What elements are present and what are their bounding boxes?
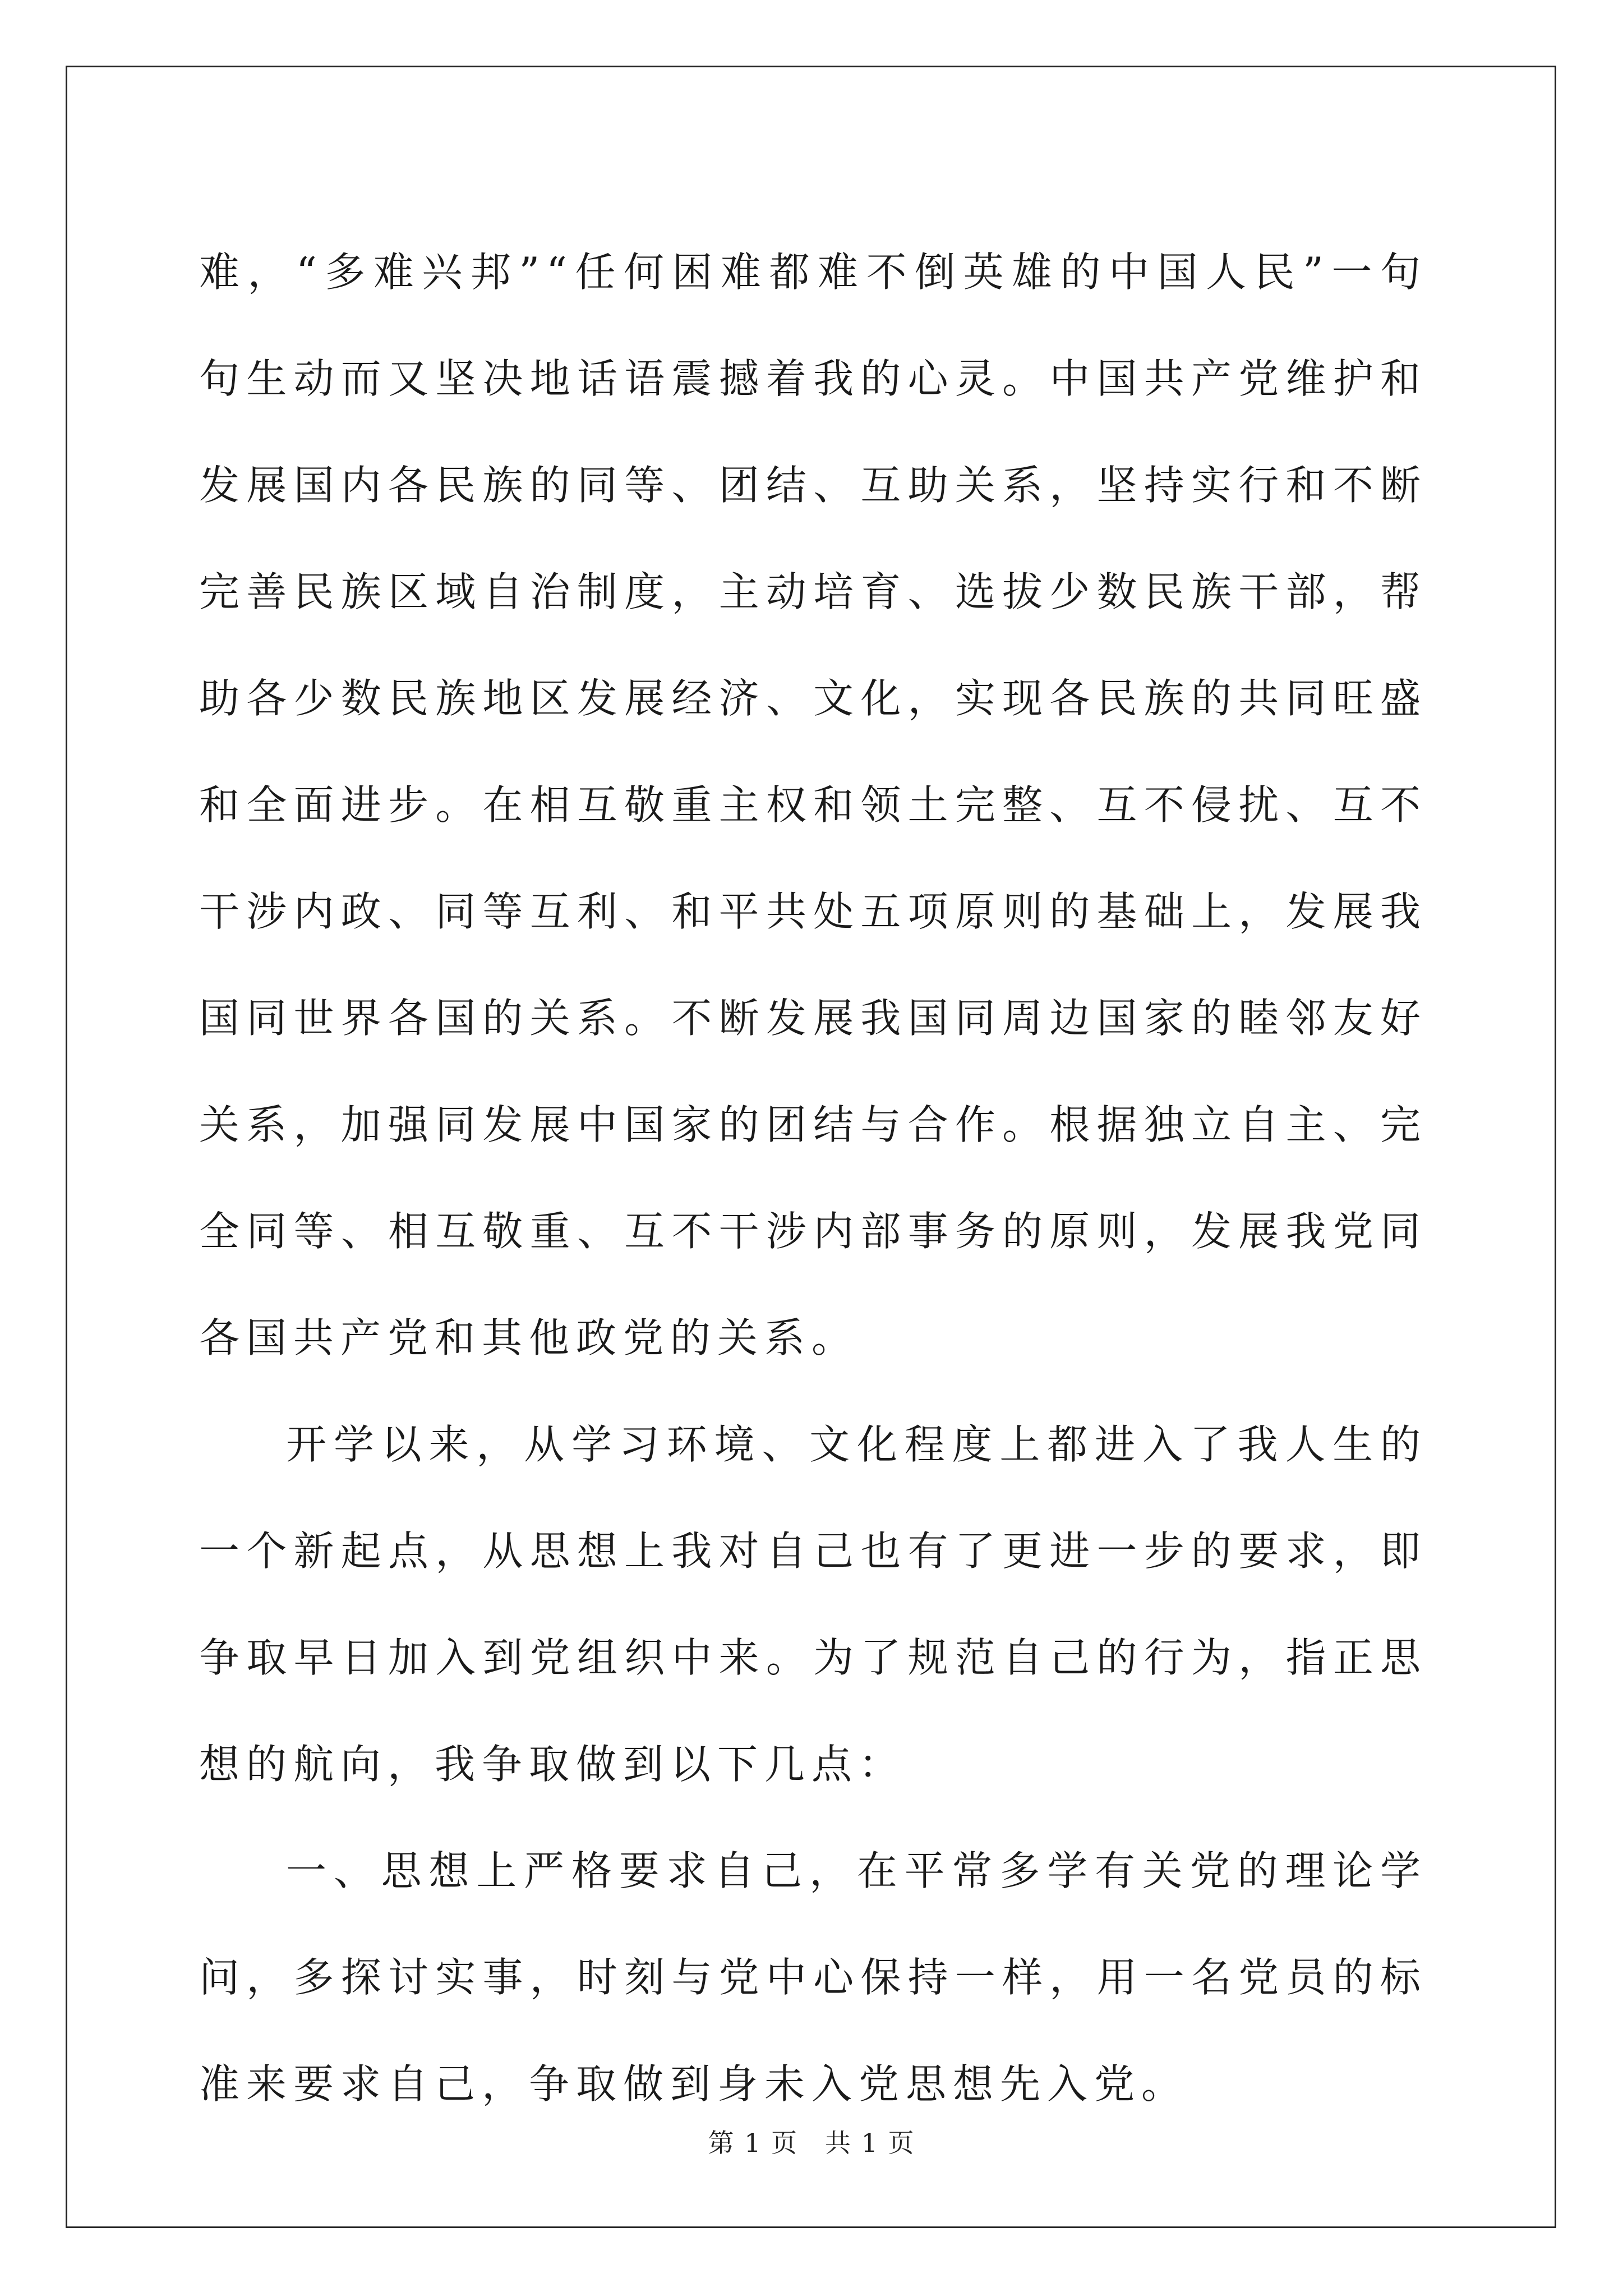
document-body bbox=[199, 219, 1427, 2137]
paragraph-point-one: 一、思想上严格要求自己，在平常多学有关党的理论学问，多探讨实事，时刻与党中心保持一样，用一名党员的标准来要求自己，争取做到身未入党思想先入党。 bbox=[199, 1847, 1427, 2108]
page-number-footer: 第 1 页 共 1 页 bbox=[708, 2128, 915, 2158]
paragraph-continuation: 难，“多难兴邦”“任何困难都难不倒英雄的中国人民”一句句生动而又坚决地话语震撼着我的心灵。中国共产党维护和发展国内各民族的同等、团结、互助关系，坚持实行和不断完善民族区域自治制度，主动培育、选拔少数民族干部，帮助各少数民族地区发展经济、文化，实现各民族的共同旺盛和全面进步。在相互敬重主权和领土完整、互不侵扰、互不干涉内政、同等互利、和平共处五项原则的基础上，发展我国同世界各国的关系。不断发展我国同周边国家的睦邻友好关系，加强同发展中国家的团结与合作。根据独立自主、完全同等、相互敬重、互不干涉内部事务的原则，发展我党同各国共产党和其他政党的关系。 bbox=[199, 249, 1427, 1361]
paragraph-start-of-semester: 开学以来，从学习环境、文化程度上都进入了我人生的一个新起点，从思想上我对自己也有了更进一步的要求，即争取早日加入到党组织中来。为了规范自己的行为，指正思想的航向，我争取做到以下几点： bbox=[199, 1421, 1427, 1788]
